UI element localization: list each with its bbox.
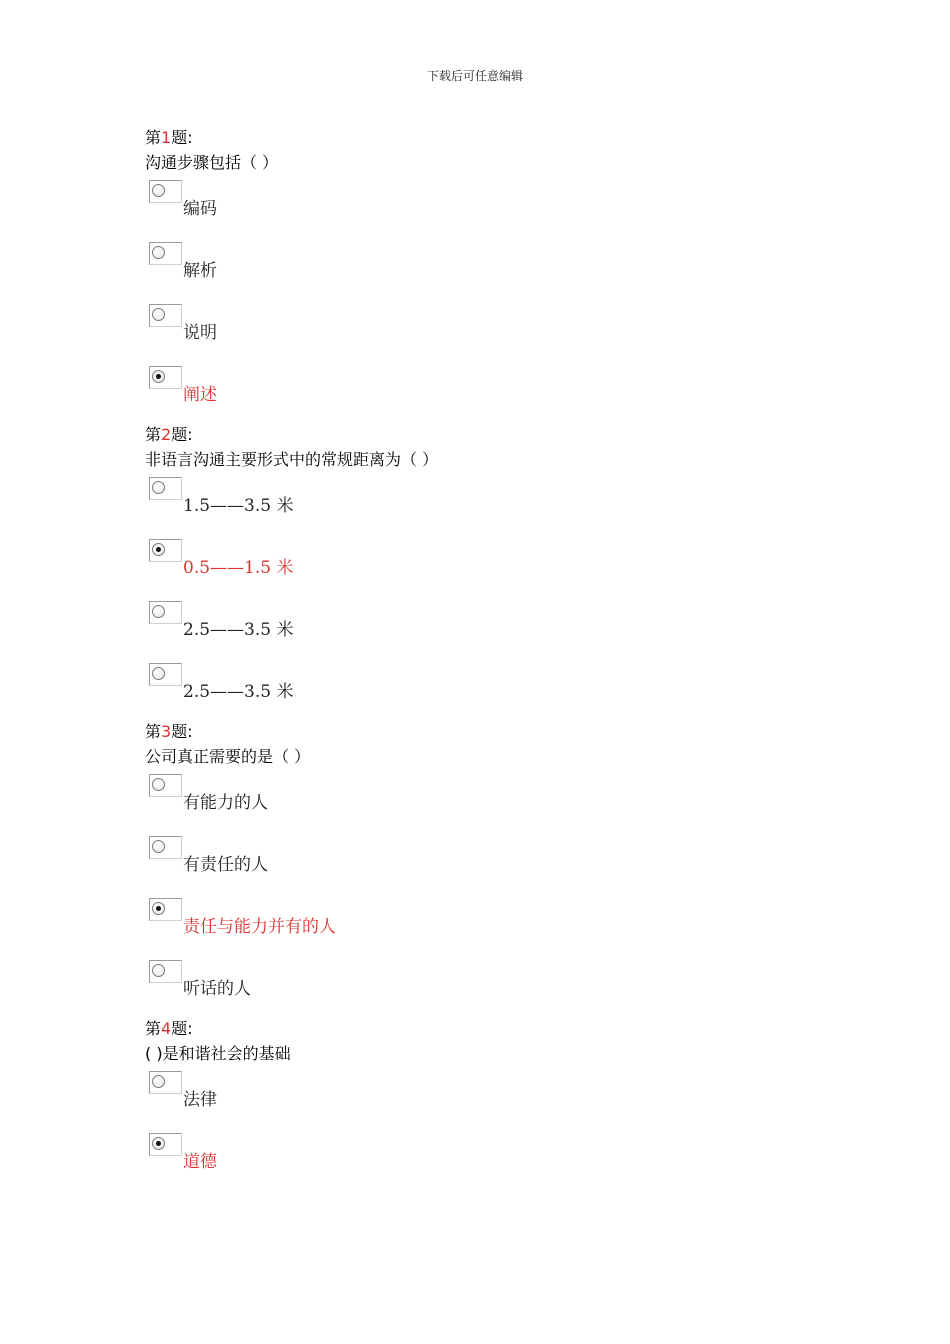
- question-text: 非语言沟通主要形式中的常规距离为（ ）: [145, 450, 439, 469]
- option-radio[interactable]: [149, 242, 182, 265]
- option-radio[interactable]: [149, 180, 182, 203]
- radio-icon: [152, 778, 165, 791]
- radio-icon: [152, 605, 165, 618]
- radio-icon: [152, 481, 165, 494]
- option-label: 法律: [183, 1090, 217, 1110]
- option-label-selected: 道德: [183, 1152, 217, 1172]
- radio-icon: [152, 840, 165, 853]
- question-label: 第4题:: [145, 1019, 193, 1038]
- option-label: 有责任的人: [183, 855, 268, 875]
- question-text: 沟通步骤包括（ ）: [145, 153, 279, 172]
- radio-icon: [152, 667, 165, 680]
- option-label-selected: 0.5——1.5 米: [183, 558, 294, 578]
- question-number: 4: [161, 1019, 172, 1038]
- option-radio[interactable]: [149, 477, 182, 500]
- option-label: 有能力的人: [183, 793, 268, 813]
- question-label: 第2题:: [145, 425, 193, 444]
- option-radio[interactable]: [149, 960, 182, 983]
- option-radio[interactable]: [149, 774, 182, 797]
- option-radio[interactable]: [149, 836, 182, 859]
- question-number: 1: [161, 128, 172, 147]
- radio-selected-icon: [152, 902, 165, 915]
- option-radio[interactable]: [149, 366, 182, 389]
- option-label-selected: 责任与能力并有的人: [183, 917, 336, 937]
- option-radio[interactable]: [149, 898, 182, 921]
- option-label: 说明: [183, 323, 217, 343]
- question-number: 3: [161, 722, 172, 741]
- option-label: 1.5——3.5 米: [183, 496, 294, 516]
- radio-selected-icon: [152, 543, 165, 556]
- page-header: 下载后可任意编辑: [426, 69, 523, 83]
- option-radio[interactable]: [149, 304, 182, 327]
- radio-icon: [152, 964, 165, 977]
- option-radio[interactable]: [149, 539, 182, 562]
- radio-selected-icon: [152, 1137, 165, 1150]
- option-label-selected: 阐述: [183, 385, 217, 405]
- question-label: 第3题:: [145, 722, 193, 741]
- radio-selected-icon: [152, 370, 165, 383]
- question-label: 第1题:: [145, 128, 193, 147]
- option-radio[interactable]: [149, 601, 182, 624]
- option-label: 解析: [183, 261, 217, 281]
- option-label: 2.5——3.5 米: [183, 620, 294, 640]
- option-label: 2.5——3.5 米: [183, 682, 294, 702]
- question-number: 2: [161, 425, 172, 444]
- radio-icon: [152, 308, 165, 321]
- option-radio[interactable]: [149, 663, 182, 686]
- option-label: 听话的人: [183, 979, 251, 999]
- question-text: ( )是和谐社会的基础: [145, 1044, 291, 1063]
- option-radio[interactable]: [149, 1133, 182, 1156]
- option-label: 编码: [183, 199, 217, 219]
- question-text: 公司真正需要的是（ ）: [145, 747, 311, 766]
- option-radio[interactable]: [149, 1071, 182, 1094]
- radio-icon: [152, 1075, 165, 1088]
- radio-icon: [152, 184, 165, 197]
- radio-icon: [152, 246, 165, 259]
